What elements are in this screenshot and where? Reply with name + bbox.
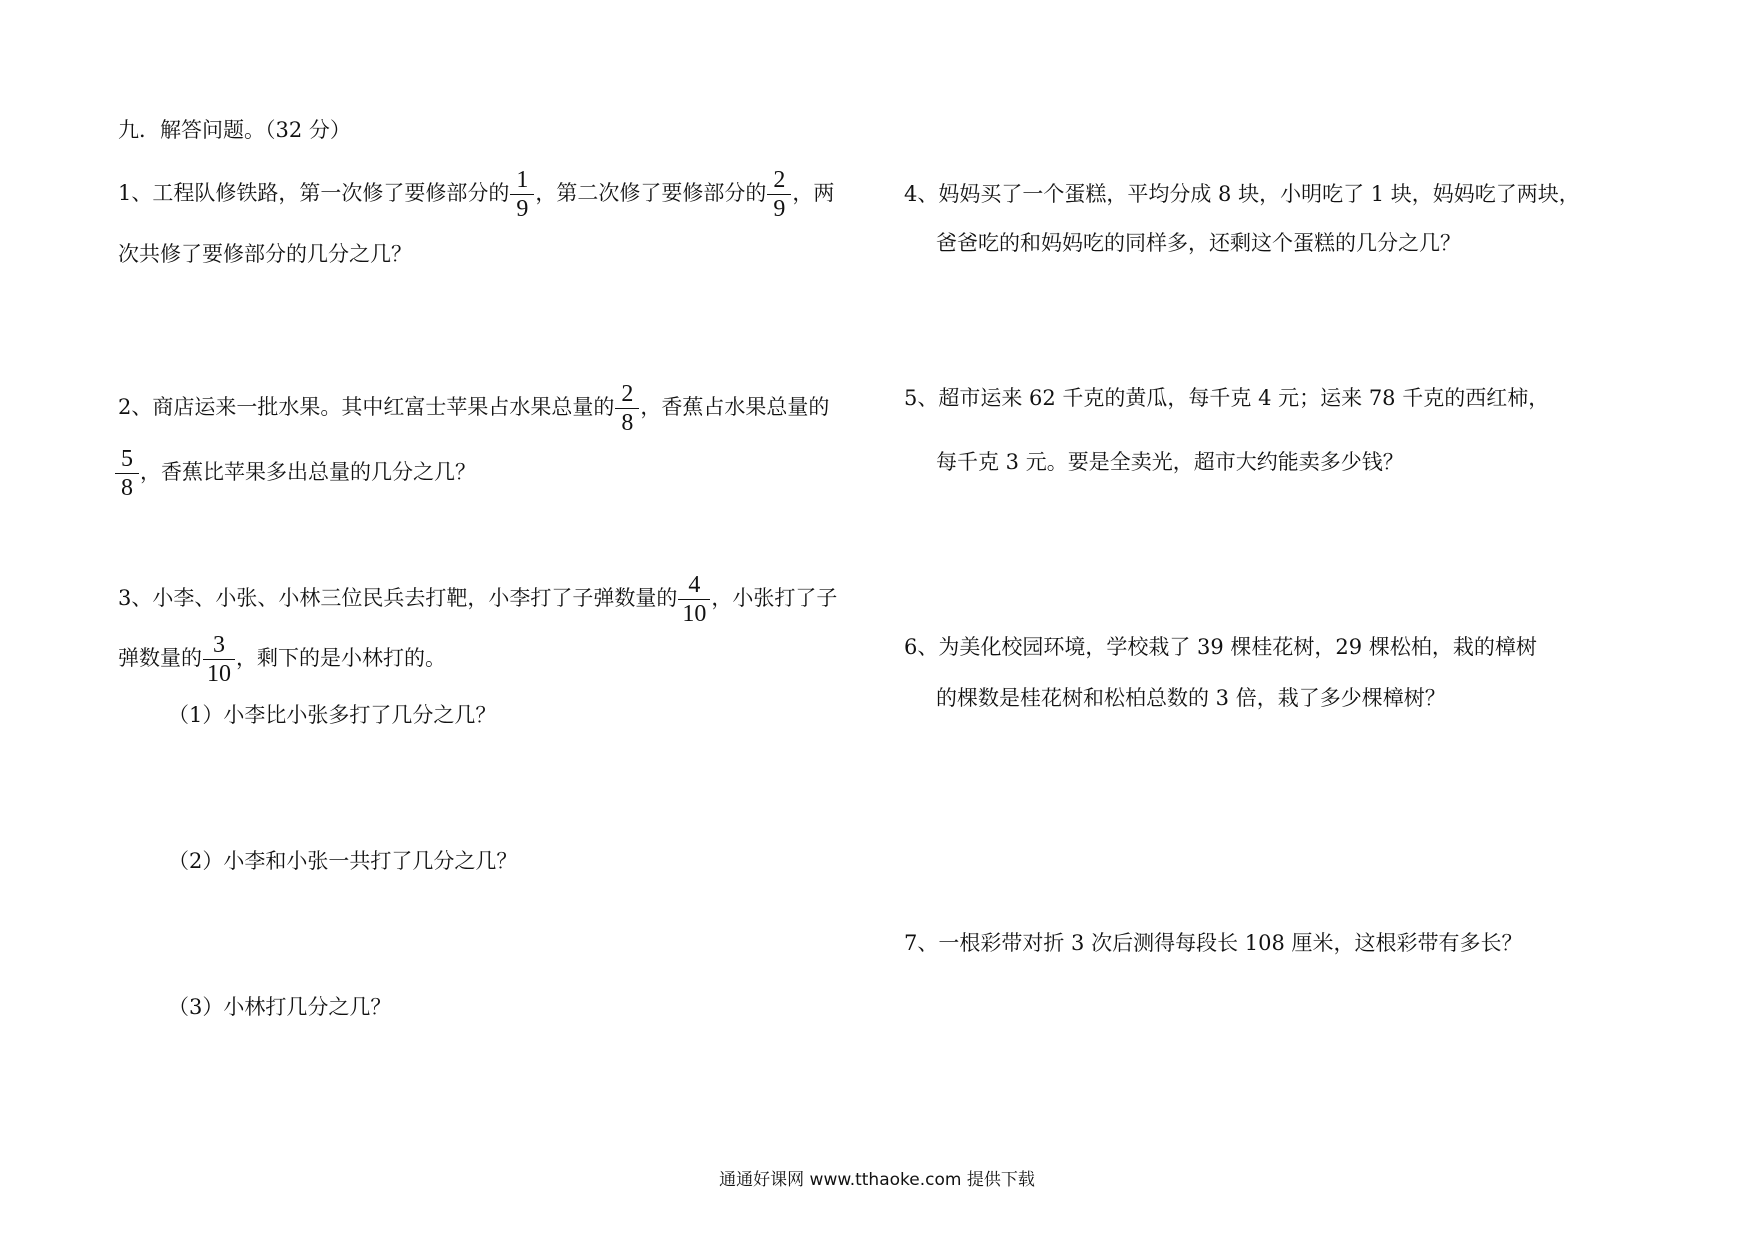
footer-credit: 通通好课网 www.tthaoke.com 提供下载	[719, 1170, 1035, 1190]
fraction-3-10: $\frac{3}{10}$	[205, 633, 233, 686]
question-5-line-2: 每千克 3 元。要是全卖光，超市大约能卖多少钱？	[936, 450, 1404, 474]
fraction-5-8: $\frac{5}{8}$	[117, 447, 137, 500]
question-3-sub-1: （1）小李比小张多打了几分之几？	[168, 703, 497, 727]
question-5-line-1: 5、超市运来 62 千克的黄瓜，每千克 4 元；运来 78 千克的西红柿，	[904, 386, 1550, 410]
question-3-line-2: 弹数量的 $\frac{3}{10}$ ，剩下的是小林打的。	[118, 632, 446, 687]
section-title: 九．解答问题。（32 分）	[118, 118, 351, 142]
fraction-2-9: $\frac{2}{9}$	[769, 168, 789, 221]
fraction-1-9: $\frac{1}{9}$	[512, 168, 532, 221]
question-3-line-1: 3、小李、小张、小林三位民兵去打靶，小李打了子弹数量的 $\frac{4}{10}$ ，小张打了子	[118, 572, 838, 627]
question-3-sub-3: （3）小林打几分之几？	[168, 995, 392, 1019]
question-4-line-2: 爸爸吃的和妈妈吃的同样多，还剩这个蛋糕的几分之几？	[936, 231, 1461, 255]
question-7-line-1: 7、一根彩带对折 3 次后测得每段长 108 厘米，这根彩带有多长？	[904, 931, 1523, 955]
fraction-2-8: $\frac{2}{8}$	[617, 382, 637, 435]
question-1-line-1: 1、工程队修铁路，第一次修了要修部分的 $\frac{1}{9}$ ，第二次修了要修部分的 $\frac{2}{9}$ ，两	[118, 167, 835, 222]
question-1-line-2: 次共修了要修部分的几分之几？	[118, 242, 412, 266]
question-3-sub-2: （2）小李和小张一共打了几分之几？	[168, 849, 518, 873]
fraction-4-10: $\frac{4}{10}$	[680, 573, 708, 626]
question-6-line-1: 6、为美化校园环境，学校栽了 39 棵桂花树，29 棵松柏，栽的樟树	[904, 635, 1537, 659]
question-4-line-1: 4、妈妈买了一个蛋糕，平均分成 8 块，小明吃了 1 块，妈妈吃了两块，	[904, 182, 1580, 206]
question-6-line-2: 的棵数是桂花树和松柏总数的 3 倍，栽了多少棵樟树？	[936, 686, 1446, 710]
question-2-line-2: $\frac{5}{8}$ ，香蕉比苹果多出总量的几分之几？	[114, 447, 476, 500]
question-2-line-1: 2、商店运来一批水果。其中红富士苹果占水果总量的 $\frac{2}{8}$ ，香蕉占水果总量的	[118, 381, 830, 436]
